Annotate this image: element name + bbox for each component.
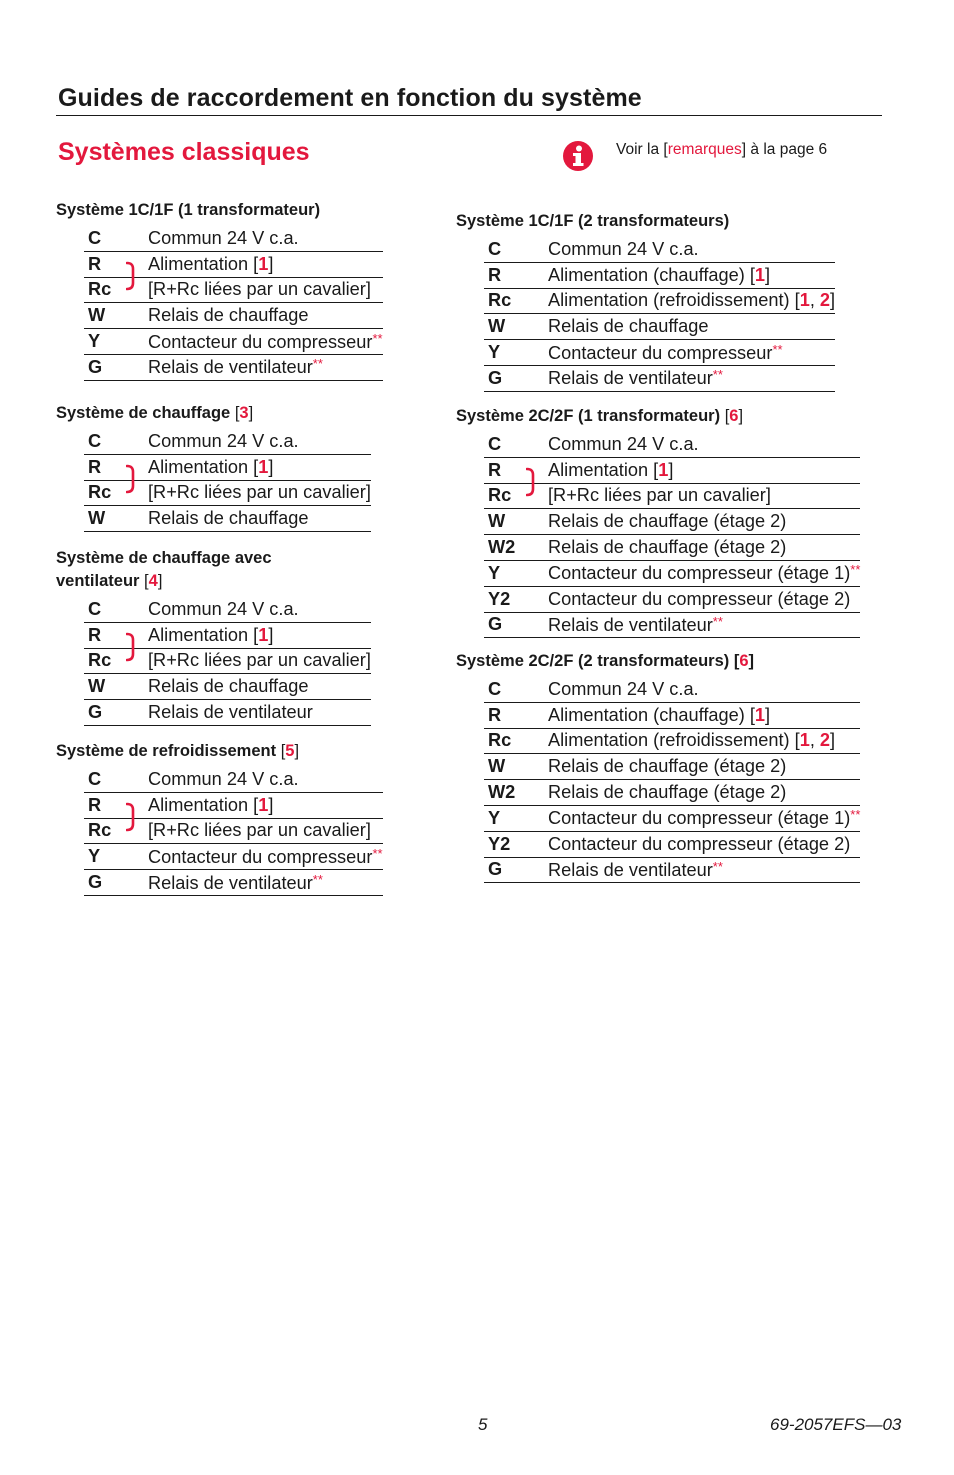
terminal-description: Contacteur du compresseur** [548, 341, 783, 363]
terminal-description: Relais de chauffage (étage 2) [548, 511, 787, 532]
terminal-description: Contacteur du compresseur (étage 2) [548, 588, 851, 609]
terminal-code: W [488, 316, 506, 337]
terminal-row-rc [484, 289, 835, 315]
jumper-bracket-icon [126, 464, 136, 494]
terminal-row-g [84, 700, 371, 726]
jumper-bracket-icon [126, 802, 136, 832]
terminal-code: Rc [88, 650, 112, 671]
terminal-code: R [88, 794, 102, 815]
document-number: 69-2057EFS—03 [770, 1415, 902, 1434]
terminal-row-g [484, 858, 860, 884]
terminal-description: Relais de chauffage [148, 676, 309, 697]
terminal-description: [R+Rc liées par un cavalier] [148, 650, 371, 671]
terminal-description: Relais de ventilateur** [148, 356, 323, 378]
terminal-code: G [88, 702, 103, 723]
terminal-code: C [488, 238, 502, 259]
terminal-description: Alimentation [1] [148, 794, 274, 815]
terminal-code: R [488, 704, 502, 725]
section-heating-with-fan [56, 547, 371, 726]
wiring-table [84, 226, 383, 381]
terminal-code: Rc [88, 279, 112, 300]
terminal-description: Alimentation (chauffage) [1] [548, 264, 771, 285]
terminal-row-r [484, 458, 860, 484]
terminal-description: Alimentation (chauffage) [1] [548, 704, 771, 725]
terminal-row-w [484, 509, 860, 535]
terminal-description: Alimentation (refroidissement) [1, 2] [548, 290, 836, 311]
terminal-code: Rc [488, 485, 512, 506]
terminal-code: C [88, 227, 102, 248]
terminal-description: Commun 24 V c.a. [548, 678, 699, 699]
terminal-row-g [484, 366, 835, 392]
wiring-table [84, 597, 371, 726]
terminal-description: [R+Rc liées par un cavalier] [148, 482, 371, 503]
terminal-description: Relais de ventilateur** [148, 871, 323, 893]
jumper-bracket-icon [126, 632, 136, 662]
terminal-row-rc [484, 484, 860, 510]
wiring-table [84, 429, 371, 532]
terminal-description: Commun 24 V c.a. [148, 598, 299, 619]
terminal-row-rc [484, 729, 860, 755]
remarks-link[interactable]: remarques [667, 141, 742, 158]
terminal-row-r [484, 703, 860, 729]
page-title: Guides de raccordement en fonction du système [58, 84, 642, 112]
wiring-table [484, 677, 860, 883]
terminal-code: C [488, 678, 502, 699]
terminal-row-y [84, 844, 383, 870]
terminal-row-y2 [484, 587, 860, 613]
terminal-code: G [488, 859, 503, 880]
terminal-code: G [88, 356, 103, 377]
wiring-table [84, 767, 383, 896]
terminal-code: R [88, 253, 102, 274]
terminal-code: W [488, 756, 506, 777]
section-title: Système de chauffage [3] [56, 404, 254, 422]
terminal-description: Commun 24 V c.a. [148, 430, 299, 451]
terminal-row-w [84, 674, 371, 700]
section-heading: Systèmes classiques [58, 138, 310, 166]
terminal-row-g [84, 870, 383, 896]
terminal-row-c [84, 429, 371, 455]
terminal-description: Relais de ventilateur [148, 702, 313, 723]
terminal-row-w [84, 303, 383, 329]
terminal-description: Commun 24 V c.a. [148, 768, 299, 789]
terminal-description: Relais de chauffage [148, 508, 309, 529]
section-heating [56, 402, 371, 532]
section-title: Système 1C/1F (2 transformateurs) [456, 212, 730, 230]
terminal-description: Alimentation [1] [548, 459, 674, 480]
terminal-code: Rc [88, 482, 112, 503]
terminal-code: Y [488, 562, 501, 583]
section-1c1f-2-transformers [456, 210, 835, 392]
section-title: Système de refroidissement [5] [56, 742, 300, 760]
terminal-row-g [484, 613, 860, 639]
jumper-bracket-icon [126, 261, 136, 291]
terminal-row-c [484, 237, 835, 263]
terminal-row-r [484, 263, 835, 289]
terminal-code: R [88, 456, 102, 477]
terminal-code: G [488, 367, 503, 388]
terminal-description: Relais de chauffage (étage 2) [548, 756, 787, 777]
terminal-row-w2 [484, 780, 860, 806]
terminal-row-y [484, 340, 835, 366]
terminal-row-c [84, 597, 371, 623]
terminal-row-w2 [484, 535, 860, 561]
terminal-row-w [84, 506, 371, 532]
terminal-description: Contacteur du compresseur (étage 1)** [548, 562, 861, 584]
terminal-description: Alimentation (refroidissement) [1, 2] [548, 730, 836, 751]
terminal-code: G [488, 614, 503, 635]
terminal-code: Y [488, 807, 501, 828]
section-title: Système 2C/2F (2 transformateurs) [6] [456, 652, 755, 670]
terminal-row-c [484, 432, 860, 458]
terminal-row-w [484, 754, 860, 780]
terminal-row-y [84, 329, 383, 355]
terminal-code: Y2 [488, 588, 511, 609]
terminal-row-c [84, 767, 383, 793]
title-divider [56, 115, 882, 116]
terminal-row-g [84, 355, 383, 381]
terminal-code: R [488, 459, 502, 480]
terminal-code: W [88, 508, 106, 529]
terminal-description: Alimentation [1] [148, 456, 274, 477]
terminal-description: Commun 24 V c.a. [548, 238, 699, 259]
section-cooling [56, 740, 383, 896]
section-title: Système 1C/1F (1 transformateur) [56, 201, 321, 219]
terminal-description: Relais de ventilateur** [548, 858, 723, 880]
terminal-code: Rc [88, 820, 112, 841]
terminal-row-y [484, 561, 860, 587]
terminal-code: W2 [488, 782, 516, 803]
terminal-description: Relais de ventilateur** [548, 613, 723, 635]
terminal-description: Relais de chauffage (étage 2) [548, 537, 787, 558]
terminal-code: C [88, 598, 102, 619]
terminal-description: Contacteur du compresseur** [148, 845, 383, 867]
remarks-note [616, 141, 827, 159]
note-text-before: Voir la [ [616, 141, 668, 158]
section-2c2f-2-transformers [456, 650, 860, 883]
terminal-code: Rc [488, 730, 512, 751]
jumper-bracket-icon [526, 467, 536, 497]
terminal-description: Contacteur du compresseur** [148, 330, 383, 352]
section-title: Système de chauffage avec ventilateur [4] [56, 549, 272, 590]
terminal-code: R [88, 624, 102, 645]
terminal-description: Relais de chauffage [148, 305, 309, 326]
section-2c2f-1-transformer [456, 405, 860, 638]
terminal-code: W [88, 305, 106, 326]
terminal-description: Relais de chauffage (étage 2) [548, 782, 787, 803]
section-1c1f-1-transformer [56, 199, 383, 381]
terminal-code: R [488, 264, 502, 285]
terminal-row-y [484, 806, 860, 832]
terminal-description: Relais de ventilateur** [548, 367, 723, 389]
terminal-code: Y [488, 342, 501, 363]
section-title: Système 2C/2F (1 transformateur) [6] [456, 407, 744, 425]
terminal-code: G [88, 872, 103, 893]
terminal-code: Rc [488, 290, 512, 311]
terminal-description: Commun 24 V c.a. [148, 227, 299, 248]
wiring-table [484, 237, 835, 392]
terminal-code: Y [88, 331, 101, 352]
terminal-code: C [488, 433, 502, 454]
terminal-description: Contacteur du compresseur (étage 1)** [548, 807, 861, 829]
page-number: 5 [478, 1415, 488, 1434]
note-text-after: ] à la page 6 [741, 141, 828, 158]
terminal-row-w [484, 314, 835, 340]
terminal-row-c [84, 226, 383, 252]
terminal-code: W [88, 676, 106, 697]
terminal-description: [R+Rc liées par un cavalier] [148, 279, 371, 300]
info-icon [562, 140, 594, 172]
terminal-description: Alimentation [1] [148, 624, 274, 645]
terminal-code: W [488, 511, 506, 532]
terminal-description: [R+Rc liées par un cavalier] [548, 485, 771, 506]
terminal-code: W2 [488, 537, 516, 558]
terminal-description: Alimentation [1] [148, 253, 274, 274]
terminal-code: Y [88, 846, 101, 867]
terminal-row-y2 [484, 832, 860, 858]
terminal-description: [R+Rc liées par un cavalier] [148, 820, 371, 841]
terminal-code: C [88, 430, 102, 451]
terminal-code: Y2 [488, 833, 511, 854]
terminal-code: C [88, 768, 102, 789]
terminal-description: Relais de chauffage [548, 316, 709, 337]
terminal-row-c [484, 677, 860, 703]
terminal-description: Commun 24 V c.a. [548, 433, 699, 454]
wiring-table [484, 432, 860, 638]
terminal-description: Contacteur du compresseur (étage 2) [548, 833, 851, 854]
